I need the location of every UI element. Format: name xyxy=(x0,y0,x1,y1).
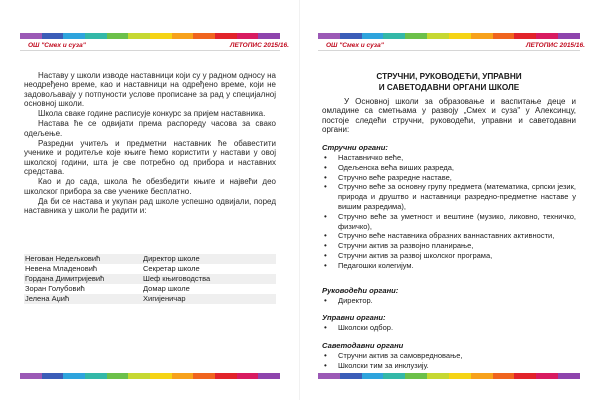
stripe-segment xyxy=(362,373,384,379)
staff-role: Секретар школе xyxy=(143,264,200,273)
header-rule xyxy=(20,50,280,51)
header-school-name: ОШ "Смех и суза" xyxy=(28,42,86,49)
stripe-segment xyxy=(172,33,194,39)
stripe-segment xyxy=(318,33,340,39)
heading-line-2: И САВЕТОДАВНИ ОРГАНИ ШКОЛЕ xyxy=(378,82,520,92)
color-stripe-top xyxy=(318,33,580,39)
stripe-segment xyxy=(383,373,405,379)
staff-row xyxy=(24,264,276,274)
staff-name: Зоран Голубовић xyxy=(25,284,85,293)
list-item: • Школски одбор. xyxy=(322,323,576,333)
list-managing-bodies xyxy=(322,296,576,306)
stripe-segment xyxy=(449,373,471,379)
stripe-segment xyxy=(20,33,42,39)
list-item: • Стручни актив за развојно планирање, xyxy=(322,241,576,251)
section-heading xyxy=(318,72,580,93)
stripe-segment xyxy=(85,373,107,379)
stripe-segment xyxy=(493,373,515,379)
stripe-segment xyxy=(405,33,427,39)
stripe-segment xyxy=(493,33,515,39)
color-stripe-bottom xyxy=(20,373,280,379)
stripe-segment xyxy=(42,373,64,379)
stripe-segment xyxy=(85,33,107,39)
color-stripe-top xyxy=(20,33,280,39)
list-governing-bodies xyxy=(322,323,576,333)
staff-row xyxy=(24,284,276,294)
stripe-segment xyxy=(536,373,558,379)
section-title-advisory-bodies: Саветодавни органи xyxy=(322,341,404,350)
stripe-segment xyxy=(471,373,493,379)
stripe-segment xyxy=(107,33,129,39)
paragraph: Наставу у школи изводе наставници који су у радном односу на неодређено време, као и наставници на одређено време, који не задовољавају у потпуности услове прописане за рад у специјалној основној школи. xyxy=(24,71,276,108)
list-item: • Директор. xyxy=(322,296,576,306)
paragraph: Да би се настава и укупан рад школе успешно одвијали, поред наставника у школи ће радити и: xyxy=(24,196,276,216)
stripe-segment xyxy=(258,373,280,379)
stripe-segment xyxy=(471,33,493,39)
heading-line-1: СТРУЧНИ, РУКОВОДЕЋИ, УПРАВНИ xyxy=(376,72,522,81)
list-item: • Наставничко веће, xyxy=(322,153,576,163)
stripe-segment xyxy=(107,373,129,379)
stripe-segment xyxy=(558,33,580,39)
stripe-segment xyxy=(258,33,280,39)
section-title-managing-bodies: Руководећи органи: xyxy=(322,286,399,295)
stripe-segment xyxy=(340,33,362,39)
section-title-governing-bodies: Управни органи: xyxy=(322,313,386,322)
paragraph: Настава ће се одвијати према распореду часова за свако одељење. xyxy=(24,119,276,138)
color-stripe-bottom xyxy=(318,373,580,379)
list-item: • Стручно веће разредне наставе, xyxy=(322,173,576,183)
intro-paragraph: У Основној школи за образовање и васпитање деце и омладине са сметњама у развоју „Смех и суза" у Алексинцу, постоје следећи стручни, руководећи, управни и саветодавни органи: xyxy=(322,97,576,134)
stripe-segment xyxy=(237,373,259,379)
paragraph: Школа сваке године расписује конкурс за пријем наставника. xyxy=(38,109,266,119)
stripe-segment xyxy=(128,33,150,39)
right-page xyxy=(300,0,600,400)
staff-row xyxy=(24,294,276,304)
header-chronicle-year: ЛЕТОПИС 2015/16. xyxy=(526,42,585,49)
list-item: • Стручни актив за самовредновање, xyxy=(322,351,576,361)
staff-name: Негован Недељковић xyxy=(25,254,101,263)
staff-role: Хигијеничар xyxy=(143,294,186,303)
stripe-segment xyxy=(215,373,237,379)
stripe-segment xyxy=(427,373,449,379)
list-item: • Одељенска већа виших разреда, xyxy=(322,163,576,173)
stripe-segment xyxy=(558,373,580,379)
staff-row xyxy=(24,254,276,264)
stripe-segment xyxy=(172,373,194,379)
stripe-segment xyxy=(42,33,64,39)
stripe-segment xyxy=(215,33,237,39)
list-item: • Школски тим за инклузију. xyxy=(322,361,576,371)
stripe-segment xyxy=(427,33,449,39)
header-rule xyxy=(318,50,580,51)
list-item: • Педагошки колегијум. xyxy=(322,261,576,271)
stripe-segment xyxy=(514,33,536,39)
staff-name: Гордана Димитријевић xyxy=(25,274,105,283)
list-item: • Стручно веће за уметност и вештине (музико, ликовно, техничко, физичко), xyxy=(322,212,576,232)
list-advisory-bodies xyxy=(322,351,576,371)
staff-row xyxy=(24,274,276,284)
stripe-segment xyxy=(193,373,215,379)
list-item: • Стручно веће наставника образних ваннаставних активности, xyxy=(322,231,576,241)
list-item: • Стручни актив за развој школског програма, xyxy=(322,251,576,261)
section-title-professional-bodies: Стручни органи: xyxy=(322,143,388,152)
stripe-segment xyxy=(150,33,172,39)
paragraph: Разредни учитељ и предметни наставник ће обавестити ученике и родитеље које књиге ћемо користити у настави у овој школској години, шта је све потребно од прибора и наставних средстава. xyxy=(24,139,276,176)
header-chronicle-year: ЛЕТОПИС 2015/16. xyxy=(230,42,289,49)
paragraph: Као и до сада, школа ће обезбедити књиге и највећи део школског прибора за све ученике бесплатно. xyxy=(24,177,276,196)
stripe-segment xyxy=(383,33,405,39)
stripe-segment xyxy=(362,33,384,39)
stripe-segment xyxy=(449,33,471,39)
stripe-segment xyxy=(237,33,259,39)
stripe-segment xyxy=(128,373,150,379)
staff-table xyxy=(24,254,276,304)
header-school-name: ОШ "Смех и суза" xyxy=(326,42,384,49)
staff-name: Јелена Аџић xyxy=(25,294,70,303)
stripe-segment xyxy=(340,373,362,379)
stripe-segment xyxy=(318,373,340,379)
staff-role: Домар школе xyxy=(143,284,190,293)
stripe-segment xyxy=(150,373,172,379)
stripe-segment xyxy=(536,33,558,39)
list-item: • Стручно веће за основну групу предмета (математика, српски језик, природа и друштво и наставници разредно-предметне наставе у вишим разредима), xyxy=(322,182,576,211)
stripe-segment xyxy=(20,373,42,379)
stripe-segment xyxy=(405,373,427,379)
staff-name: Невена Младеновић xyxy=(25,264,98,273)
stripe-segment xyxy=(193,33,215,39)
list-professional-bodies xyxy=(322,153,576,271)
left-body-text xyxy=(24,71,276,216)
stripe-segment xyxy=(63,373,85,379)
stripe-segment xyxy=(63,33,85,39)
stripe-segment xyxy=(514,373,536,379)
staff-role: Шеф књиговодства xyxy=(143,274,211,283)
staff-role: Директор школе xyxy=(143,254,200,263)
